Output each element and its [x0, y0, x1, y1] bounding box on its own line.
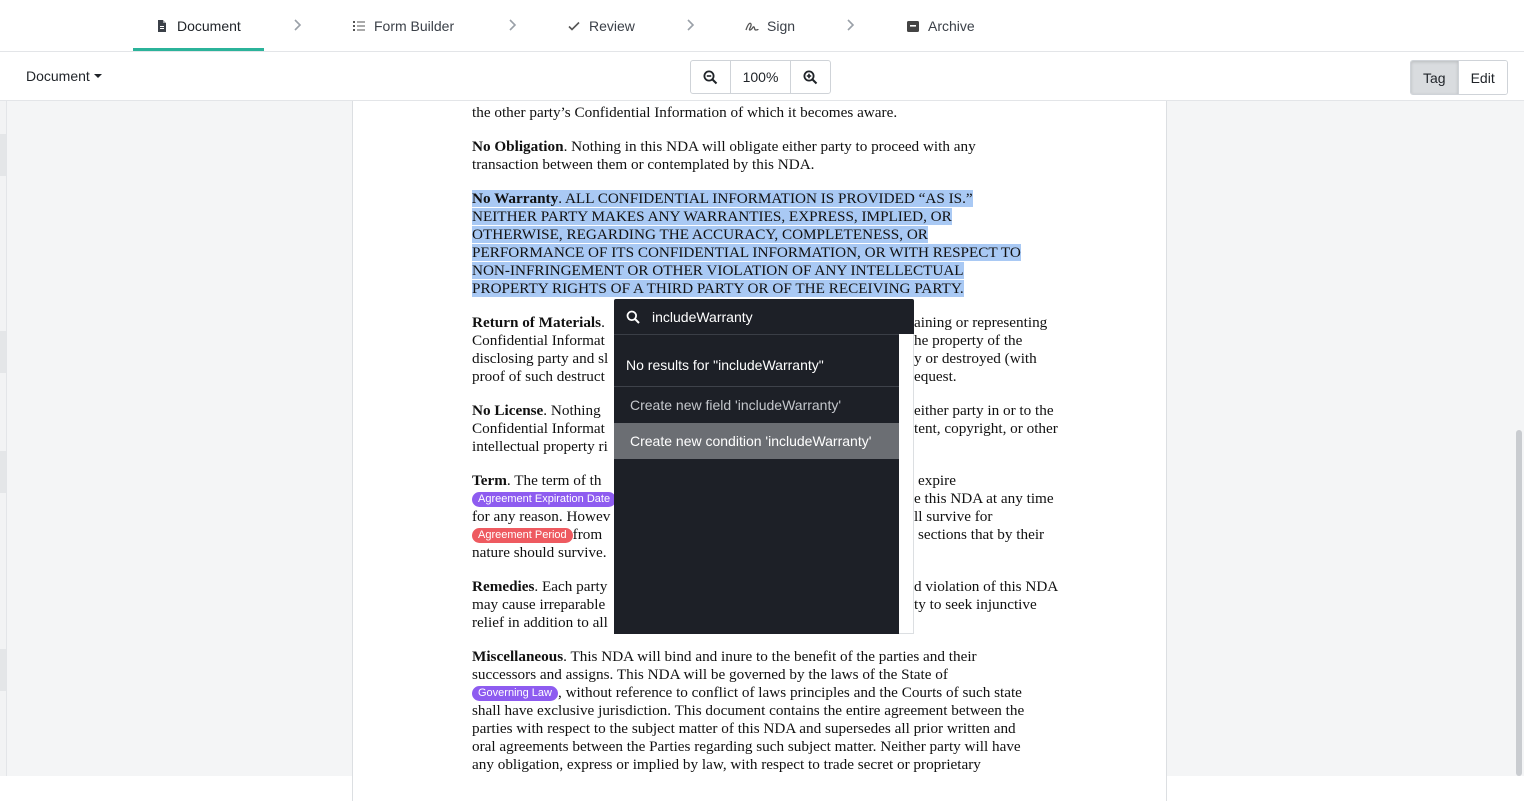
panel-marker	[0, 451, 6, 493]
mode-toggle	[1410, 60, 1508, 95]
doc-text: OTHERWISE, REGARDING THE ACCURACY, COMPLETENESS, OR	[472, 226, 928, 243]
doc-line: may cause irreparable	[472, 596, 606, 613]
chevron-right-icon	[507, 17, 517, 33]
doc-line-tail: equest.	[914, 368, 957, 385]
panel-marker	[0, 649, 6, 691]
field-tag-agreement-period[interactable]: Agreement Period	[472, 528, 573, 543]
scrollbar[interactable]	[1516, 430, 1522, 776]
doc-text: PERFORMANCE OF ITS CONFIDENTIAL INFORMATION, OR WITH RESPECT TO	[472, 244, 1021, 261]
archive-icon	[906, 19, 920, 33]
doc-line: parties with respect to the subject matter of this NDA and supersedes all prior written and	[472, 720, 1016, 737]
selected-line	[472, 280, 964, 298]
tag-search-results	[614, 334, 899, 634]
section-heading: No Warranty	[472, 190, 559, 207]
doc-line-tail: he property of the	[914, 332, 1023, 349]
zoom-level: 100%	[730, 61, 791, 93]
panel-marker	[0, 134, 6, 176]
zoom-in-icon	[803, 70, 818, 85]
doc-line	[472, 402, 601, 420]
section-heading: No Obligation	[472, 138, 564, 155]
selected-line	[472, 262, 964, 280]
doc-line: any obligation, express or implied by law, with respect to trade secret or proprietary	[472, 756, 981, 773]
doc-text: NEITHER PARTY MAKES ANY WARRANTIES, EXPRESS, IMPLIED, OR	[472, 208, 952, 225]
step-form-builder[interactable]	[352, 0, 454, 51]
step-sign[interactable]	[745, 0, 795, 51]
chevron-right-icon	[685, 17, 695, 33]
doc-text: . Nothing	[543, 402, 601, 419]
doc-line	[472, 578, 607, 596]
caret-down-icon	[94, 73, 102, 79]
step-sign-label: Sign	[767, 17, 796, 34]
doc-line: Confidential Informat	[472, 332, 605, 349]
doc-line	[472, 648, 977, 666]
doc-text: NON-INFRINGEMENT OR OTHER VIOLATION OF ANY INTELLECTUAL	[472, 262, 964, 279]
selected-line	[472, 226, 928, 244]
selected-line	[472, 244, 1021, 262]
field-tag-governing-law[interactable]: Governing Law	[472, 686, 558, 701]
section-heading: Remedies	[472, 578, 535, 595]
active-step-indicator	[133, 48, 264, 51]
step-archive-label: Archive	[928, 17, 975, 34]
zoom-in-button[interactable]	[791, 61, 830, 93]
zoom-controls	[690, 60, 831, 94]
file-icon	[155, 19, 169, 33]
doc-line-tail: tent, copyright, or other	[914, 420, 1058, 437]
doc-text: .	[601, 314, 605, 331]
doc-line	[472, 526, 602, 544]
popup-shadow	[899, 334, 914, 634]
chevron-right-icon	[845, 17, 855, 33]
list-icon	[352, 19, 366, 33]
doc-text: . This NDA will bind and inure to the benefit of the parties and their	[563, 648, 977, 665]
create-field-option[interactable]: Create new field 'includeWarranty'	[630, 397, 842, 413]
left-panel-edge	[0, 101, 7, 776]
doc-line	[472, 684, 1022, 702]
document-menu-dropdown[interactable]	[26, 68, 102, 84]
panel-marker	[0, 331, 6, 373]
check-icon	[567, 19, 581, 33]
tag-search-box[interactable]	[614, 299, 914, 334]
doc-line: successors and assigns. This NDA will be governed by the laws of the State of	[472, 666, 948, 683]
doc-line: shall have exclusive jurisdiction. This document contains the entire agreement between the	[472, 702, 1025, 719]
no-obligation-line	[472, 138, 976, 156]
doc-line-tail: expire	[918, 472, 956, 489]
editor-toolbar	[0, 52, 1524, 101]
selected-line	[472, 208, 952, 226]
step-review-label: Review	[589, 17, 635, 34]
doc-line: oral agreements between the Parties regarding such subject matter. Neither party will have	[472, 738, 1021, 755]
doc-line	[472, 490, 616, 508]
zoom-out-icon	[703, 70, 718, 85]
doc-line-tail: either party in or to the	[914, 402, 1054, 419]
step-document[interactable]	[155, 0, 241, 51]
doc-text: . Each party	[534, 578, 608, 595]
doc-line: Confidential Informat	[472, 420, 605, 437]
create-condition-option[interactable]: Create new condition 'includeWarranty'	[614, 423, 899, 459]
doc-line: intellectual property ri	[472, 438, 608, 455]
zoom-out-button[interactable]	[691, 61, 730, 93]
doc-text: from	[572, 526, 603, 543]
doc-line-tail: ll survive for	[914, 508, 993, 525]
doc-text: . ALL CONFIDENTIAL INFORMATION IS PROVIDED “AS IS.”	[558, 190, 973, 207]
doc-line-tail: ty to seek injunctive	[914, 596, 1037, 613]
step-review[interactable]	[567, 0, 635, 51]
edit-mode-button[interactable]: Edit	[1458, 61, 1507, 94]
doc-line: for any reason. Howev	[472, 508, 611, 525]
tag-mode-button[interactable]: Tag	[1411, 61, 1458, 94]
doc-text: , without reference to conflict of laws principles and the Courts of such state	[558, 684, 1022, 701]
doc-line: transaction between them or contemplated by this NDA.	[472, 156, 815, 173]
doc-text: PROPERTY RIGHTS OF A THIRD PARTY OR OF THE RECEIVING PARTY.	[472, 280, 964, 297]
doc-text: . The term of th	[506, 472, 602, 489]
step-archive[interactable]	[906, 0, 975, 51]
doc-line: relief in addition to all	[472, 614, 608, 631]
doc-text: . Nothing in this NDA will obligate either party to proceed with any	[563, 138, 976, 155]
chevron-right-icon	[292, 17, 302, 33]
doc-line: disclosing party and sl	[472, 350, 609, 367]
section-heading: Return of Materials	[472, 314, 602, 331]
step-form-builder-label: Form Builder	[374, 17, 455, 34]
selected-line	[472, 190, 973, 208]
doc-line-tail: e this NDA at any time	[914, 490, 1054, 507]
field-tag-agreement-expiration-date[interactable]: Agreement Expiration Date	[472, 492, 616, 507]
tag-search-input[interactable]: includeWarranty	[652, 308, 753, 325]
no-results-message: No results for "includeWarranty"	[626, 357, 824, 373]
search-icon	[626, 310, 640, 324]
doc-line-tail: d violation of this NDA	[914, 578, 1059, 595]
doc-line: the other party’s Confidential Information of which it becomes aware.	[472, 104, 898, 121]
step-navigation	[0, 0, 1524, 52]
doc-line-tail: sections that by their	[918, 526, 1045, 543]
section-heading: No License	[472, 402, 544, 419]
step-document-label: Document	[177, 17, 241, 34]
doc-line: nature should survive.	[472, 544, 607, 561]
signature-icon	[745, 19, 759, 33]
doc-line: proof of such destruct	[472, 368, 605, 385]
document-menu-label: Document	[26, 68, 90, 84]
doc-line	[472, 314, 605, 332]
doc-line-tail: aining or representing	[914, 314, 1048, 331]
section-heading: Term	[472, 472, 507, 489]
doc-line	[472, 472, 602, 490]
section-heading: Miscellaneous	[472, 648, 564, 665]
doc-line-tail: y or destroyed (with	[914, 350, 1037, 367]
